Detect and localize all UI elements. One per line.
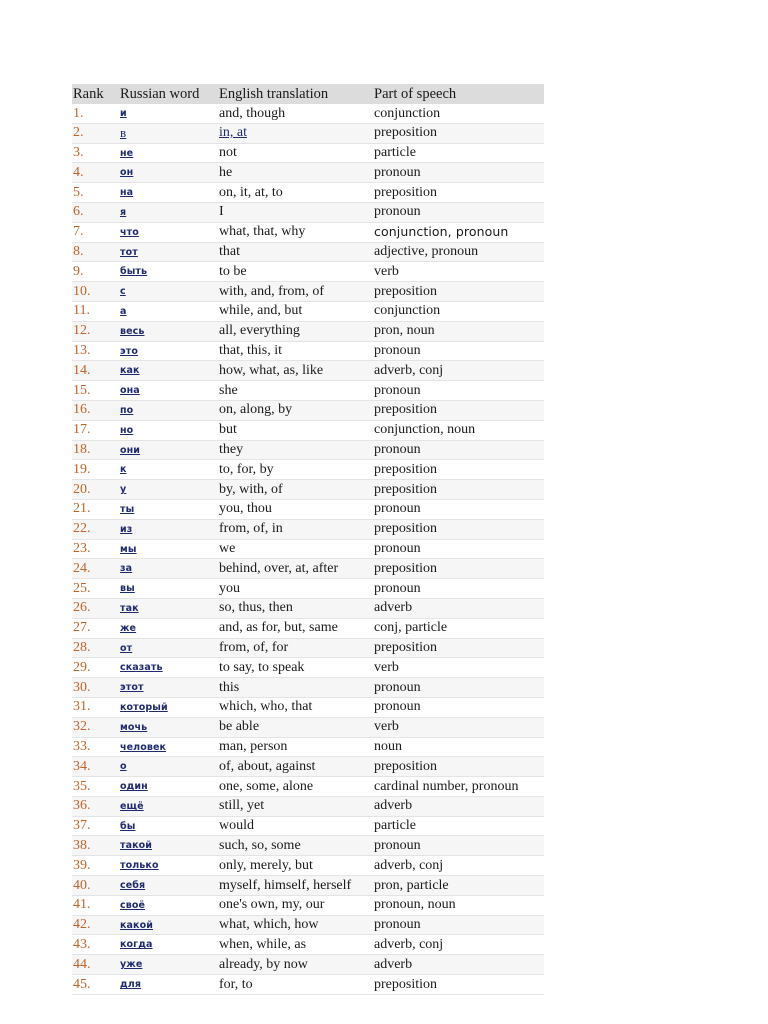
- russian-word-link[interactable]: мы: [120, 543, 137, 555]
- table-row: [72, 440, 544, 460]
- russian-word-cell: [119, 440, 218, 460]
- part-of-speech-cell: preposition: [373, 638, 544, 658]
- english-translation-cell: not: [218, 143, 373, 163]
- rank-cell: 39.: [72, 856, 119, 876]
- english-translation-cell: of, about, against: [218, 757, 373, 777]
- english-translation-cell: so, thus, then: [218, 598, 373, 618]
- table-row: [72, 282, 544, 302]
- part-of-speech-cell: adverb: [373, 598, 544, 618]
- russian-word-cell: [119, 163, 218, 183]
- russian-word-link[interactable]: какой: [120, 919, 153, 931]
- rank-cell: 7.: [72, 222, 119, 242]
- russian-word-cell: [119, 222, 218, 242]
- russian-word-link[interactable]: же: [120, 622, 137, 634]
- russian-word-link[interactable]: из: [120, 523, 133, 535]
- russian-word-link[interactable]: это: [120, 345, 138, 357]
- rank-cell: 1.: [72, 104, 119, 123]
- part-of-speech-cell: adverb: [373, 796, 544, 816]
- rank-cell: 15.: [72, 381, 119, 401]
- english-translation-cell: which, who, that: [218, 697, 373, 717]
- rank-cell: 3.: [72, 143, 119, 163]
- part-of-speech-cell: adverb, conj: [373, 856, 544, 876]
- table-body: [72, 104, 544, 994]
- russian-word-link[interactable]: они: [120, 444, 141, 456]
- english-translation-cell: all, everything: [218, 321, 373, 341]
- table-row: [72, 143, 544, 163]
- russian-word-cell: [119, 697, 218, 717]
- rank-cell: 24.: [72, 559, 119, 579]
- russian-word-cell: [119, 955, 218, 975]
- table-row: [72, 123, 544, 143]
- rank-cell: 28.: [72, 638, 119, 658]
- russian-word-cell: [119, 341, 218, 361]
- russian-word-cell: [119, 559, 218, 579]
- russian-word-link[interactable]: в: [120, 124, 127, 140]
- rank-cell: 41.: [72, 895, 119, 915]
- part-of-speech-cell: pronoun: [373, 381, 544, 401]
- english-translation-cell: [218, 123, 373, 143]
- english-translation-cell: behind, over, at, after: [218, 559, 373, 579]
- rank-cell: 38.: [72, 836, 119, 856]
- table-row: [72, 202, 544, 222]
- russian-word-cell: [119, 104, 218, 123]
- part-of-speech-cell: pronoun: [373, 579, 544, 599]
- russian-word-cell: [119, 579, 218, 599]
- english-translation-cell: that, this, it: [218, 341, 373, 361]
- russian-word-cell: [119, 262, 218, 282]
- part-of-speech-cell: conjunction: [373, 104, 544, 123]
- part-of-speech-cell: adverb, conj: [373, 361, 544, 381]
- rank-cell: 37.: [72, 816, 119, 836]
- english-translation-cell: one's own, my, our: [218, 895, 373, 915]
- russian-word-cell: [119, 183, 218, 203]
- russian-word-cell: [119, 202, 218, 222]
- part-of-speech-cell: verb: [373, 262, 544, 282]
- table-row: [72, 579, 544, 599]
- part-of-speech-cell: verb: [373, 658, 544, 678]
- english-translation-cell: still, yet: [218, 796, 373, 816]
- russian-word-cell: [119, 658, 218, 678]
- frequency-table: [72, 84, 544, 995]
- english-translation-cell: be able: [218, 717, 373, 737]
- rank-cell: 8.: [72, 242, 119, 262]
- table-row: [72, 717, 544, 737]
- russian-word-link[interactable]: я: [120, 206, 127, 218]
- russian-word-link[interactable]: но: [120, 424, 134, 436]
- russian-word-cell: [119, 123, 218, 143]
- table-row: [72, 816, 544, 836]
- rank-cell: 25.: [72, 579, 119, 599]
- russian-word-cell: [119, 420, 218, 440]
- part-of-speech-cell: pron, noun: [373, 321, 544, 341]
- russian-word-cell: [119, 539, 218, 559]
- russian-word-link[interactable]: ты: [120, 503, 135, 515]
- header-russian-word: Russian word: [120, 86, 200, 102]
- table-row: [72, 955, 544, 975]
- russian-word-link[interactable]: этот: [120, 682, 144, 694]
- russian-word-link[interactable]: и: [120, 108, 127, 119]
- russian-word-link[interactable]: что: [120, 226, 139, 238]
- translation-link[interactable]: in, at: [219, 125, 247, 141]
- table-row: [72, 519, 544, 539]
- table-header: [72, 84, 544, 104]
- document-page: [72, 84, 544, 995]
- russian-word-link[interactable]: человек: [120, 741, 167, 753]
- russian-word-link[interactable]: у: [120, 484, 127, 496]
- english-translation-cell: they: [218, 440, 373, 460]
- russian-word-cell: [119, 856, 218, 876]
- part-of-speech-cell: adverb, conj: [373, 935, 544, 955]
- table-row: [72, 381, 544, 401]
- part-of-speech-cell: pronoun: [373, 440, 544, 460]
- russian-word-cell: [119, 935, 218, 955]
- russian-word-link[interactable]: себя: [120, 880, 146, 892]
- part-of-speech-cell: noun: [373, 737, 544, 757]
- table-row: [72, 796, 544, 816]
- russian-word-link[interactable]: тот: [120, 246, 138, 258]
- russian-word-link[interactable]: он: [120, 167, 134, 179]
- part-of-speech-cell: preposition: [373, 519, 544, 539]
- english-translation-cell: such, so, some: [218, 836, 373, 856]
- english-translation-cell: what, that, why: [218, 222, 373, 242]
- rank-cell: 19.: [72, 460, 119, 480]
- rank-cell: 2.: [72, 123, 119, 143]
- table-row: [72, 678, 544, 698]
- russian-word-cell: [119, 598, 218, 618]
- russian-word-link[interactable]: ещё: [120, 800, 144, 812]
- rank-cell: 11.: [72, 301, 119, 321]
- table-row: [72, 301, 544, 321]
- rank-cell: 23.: [72, 539, 119, 559]
- russian-word-link[interactable]: для: [120, 979, 142, 991]
- part-of-speech-cell: pronoun: [373, 539, 544, 559]
- header-english-translation: English translation: [219, 86, 329, 102]
- part-of-speech-cell: verb: [373, 717, 544, 737]
- russian-word-cell: [119, 777, 218, 797]
- english-translation-cell: he: [218, 163, 373, 183]
- russian-word-cell: [119, 301, 218, 321]
- part-of-speech-cell: pronoun: [373, 341, 544, 361]
- russian-word-cell: [119, 321, 218, 341]
- rank-cell: 12.: [72, 321, 119, 341]
- part-of-speech-cell: pronoun: [373, 499, 544, 519]
- russian-word-link[interactable]: как: [120, 365, 140, 377]
- part-of-speech-cell: preposition: [373, 975, 544, 995]
- table-row: [72, 856, 544, 876]
- part-of-speech-cell: cardinal number, pronoun: [373, 777, 544, 797]
- russian-word-cell: [119, 836, 218, 856]
- part-of-speech-cell: preposition: [373, 460, 544, 480]
- table-row: [72, 915, 544, 935]
- part-of-speech-cell: preposition: [373, 757, 544, 777]
- header-part-of-speech: Part of speech: [374, 86, 457, 102]
- russian-word-cell: [119, 975, 218, 995]
- table-row: [72, 638, 544, 658]
- russian-word-link[interactable]: уже: [120, 959, 143, 971]
- russian-word-link[interactable]: вы: [120, 583, 135, 595]
- russian-word-link[interactable]: по: [120, 404, 134, 416]
- rank-cell: 20.: [72, 480, 119, 500]
- part-of-speech-cell: preposition: [373, 183, 544, 203]
- english-translation-cell: while, and, but: [218, 301, 373, 321]
- english-translation-cell: that: [218, 242, 373, 262]
- russian-word-link[interactable]: сказать: [120, 662, 163, 674]
- table-row: [72, 361, 544, 381]
- table-row: [72, 757, 544, 777]
- rank-cell: 35.: [72, 777, 119, 797]
- english-translation-cell: man, person: [218, 737, 373, 757]
- russian-word-link[interactable]: от: [120, 642, 133, 654]
- rank-cell: 14.: [72, 361, 119, 381]
- rank-cell: 30.: [72, 678, 119, 698]
- russian-word-cell: [119, 400, 218, 420]
- russian-word-cell: [119, 915, 218, 935]
- header-row: [72, 84, 544, 104]
- russian-word-cell: [119, 816, 218, 836]
- english-translation-cell: to say, to speak: [218, 658, 373, 678]
- english-translation-cell: myself, himself, herself: [218, 876, 373, 896]
- table-row: [72, 935, 544, 955]
- russian-word-link[interactable]: за: [120, 563, 133, 575]
- table-row: [72, 341, 544, 361]
- english-translation-cell: you, thou: [218, 499, 373, 519]
- english-translation-cell: would: [218, 816, 373, 836]
- russian-word-cell: [119, 480, 218, 500]
- header-rank: Rank: [73, 86, 104, 102]
- russian-word-link[interactable]: она: [120, 385, 140, 397]
- rank-cell: 10.: [72, 282, 119, 302]
- table-row: [72, 499, 544, 519]
- table-row: [72, 400, 544, 420]
- rank-cell: 45.: [72, 975, 119, 995]
- russian-word-cell: [119, 143, 218, 163]
- part-of-speech-cell: preposition: [373, 480, 544, 500]
- table-row: [72, 697, 544, 717]
- part-of-speech-cell: pronoun: [373, 202, 544, 222]
- table-row: [72, 183, 544, 203]
- part-of-speech-cell: pronoun: [373, 163, 544, 183]
- part-of-speech-cell: adverb: [373, 955, 544, 975]
- russian-word-link[interactable]: быть: [120, 266, 148, 278]
- russian-word-cell: [119, 717, 218, 737]
- russian-word-cell: [119, 381, 218, 401]
- part-of-speech-cell: conjunction, noun: [373, 420, 544, 440]
- rank-cell: 5.: [72, 183, 119, 203]
- table-row: [72, 480, 544, 500]
- rank-cell: 31.: [72, 697, 119, 717]
- russian-word-link[interactable]: с: [120, 286, 126, 298]
- table-row: [72, 420, 544, 440]
- table-row: [72, 242, 544, 262]
- rank-cell: 36.: [72, 796, 119, 816]
- russian-word-cell: [119, 282, 218, 302]
- rank-cell: 9.: [72, 262, 119, 282]
- russian-word-cell: [119, 895, 218, 915]
- russian-word-cell: [119, 757, 218, 777]
- rank-cell: 40.: [72, 876, 119, 896]
- part-of-speech-cell: pronoun: [373, 836, 544, 856]
- english-translation-cell: from, of, in: [218, 519, 373, 539]
- english-translation-cell: on, along, by: [218, 400, 373, 420]
- russian-word-link[interactable]: своё: [120, 899, 146, 911]
- part-of-speech-cell: adjective, pronoun: [373, 242, 544, 262]
- part-of-speech-cell: preposition: [373, 559, 544, 579]
- english-translation-cell: and, though: [218, 104, 373, 123]
- russian-word-cell: [119, 737, 218, 757]
- english-translation-cell: you: [218, 579, 373, 599]
- russian-word-cell: [119, 876, 218, 896]
- table-row: [72, 836, 544, 856]
- russian-word-cell: [119, 499, 218, 519]
- english-translation-cell: how, what, as, like: [218, 361, 373, 381]
- rank-cell: 6.: [72, 202, 119, 222]
- table-row: [72, 222, 544, 242]
- table-row: [72, 658, 544, 678]
- english-translation-cell: to be: [218, 262, 373, 282]
- english-translation-cell: on, it, at, to: [218, 183, 373, 203]
- russian-word-link[interactable]: на: [120, 187, 134, 199]
- english-translation-cell: already, by now: [218, 955, 373, 975]
- english-translation-cell: I: [218, 202, 373, 222]
- part-of-speech-cell: pronoun, noun: [373, 895, 544, 915]
- english-translation-cell: and, as for, but, same: [218, 618, 373, 638]
- russian-word-cell: [119, 519, 218, 539]
- russian-word-link[interactable]: который: [120, 701, 168, 713]
- table-row: [72, 975, 544, 995]
- table-row: [72, 876, 544, 896]
- rank-cell: 44.: [72, 955, 119, 975]
- part-of-speech-cell: preposition: [373, 282, 544, 302]
- rank-cell: 22.: [72, 519, 119, 539]
- english-translation-cell: this: [218, 678, 373, 698]
- table-row: [72, 737, 544, 757]
- english-translation-cell: only, merely, but: [218, 856, 373, 876]
- part-of-speech-cell: conj, particle: [373, 618, 544, 638]
- russian-word-cell: [119, 618, 218, 638]
- rank-cell: 17.: [72, 420, 119, 440]
- english-translation-cell: what, which, how: [218, 915, 373, 935]
- part-of-speech-cell: preposition: [373, 400, 544, 420]
- part-of-speech-cell: pronoun: [373, 697, 544, 717]
- russian-word-link[interactable]: когда: [120, 939, 153, 951]
- russian-word-cell: [119, 638, 218, 658]
- part-of-speech-cell: [373, 222, 544, 242]
- english-translation-cell: with, and, from, of: [218, 282, 373, 302]
- russian-word-cell: [119, 242, 218, 262]
- table-row: [72, 321, 544, 341]
- russian-word-link[interactable]: мочь: [120, 721, 148, 733]
- rank-cell: 13.: [72, 341, 119, 361]
- rank-cell: 32.: [72, 717, 119, 737]
- rank-cell: 21.: [72, 499, 119, 519]
- rank-cell: 16.: [72, 400, 119, 420]
- english-translation-cell: but: [218, 420, 373, 440]
- russian-word-cell: [119, 796, 218, 816]
- rank-cell: 42.: [72, 915, 119, 935]
- rank-cell: 4.: [72, 163, 119, 183]
- rank-cell: 34.: [72, 757, 119, 777]
- english-translation-cell: when, while, as: [218, 935, 373, 955]
- russian-word-link[interactable]: о: [120, 761, 127, 773]
- russian-word-link[interactable]: один: [120, 781, 148, 793]
- english-translation-cell: by, with, of: [218, 480, 373, 500]
- table-row: [72, 895, 544, 915]
- rank-cell: 27.: [72, 618, 119, 638]
- russian-word-link[interactable]: такой: [120, 840, 153, 852]
- russian-word-link[interactable]: весь: [120, 325, 145, 337]
- russian-word-link[interactable]: не: [120, 147, 134, 159]
- rank-cell: 26.: [72, 598, 119, 618]
- table-row: [72, 618, 544, 638]
- part-of-speech-cell: particle: [373, 816, 544, 836]
- english-translation-cell: for, to: [218, 975, 373, 995]
- english-translation-cell: she: [218, 381, 373, 401]
- english-translation-cell: one, some, alone: [218, 777, 373, 797]
- part-of-speech-text: conjunction, pronoun: [374, 223, 509, 239]
- russian-word-cell: [119, 678, 218, 698]
- part-of-speech-cell: pron, particle: [373, 876, 544, 896]
- table-row: [72, 559, 544, 579]
- table-row: [72, 163, 544, 183]
- part-of-speech-cell: pronoun: [373, 915, 544, 935]
- table-row: [72, 262, 544, 282]
- russian-word-link[interactable]: а: [120, 305, 127, 317]
- english-translation-cell: to, for, by: [218, 460, 373, 480]
- russian-word-link[interactable]: только: [120, 860, 159, 872]
- part-of-speech-cell: conjunction: [373, 301, 544, 321]
- rank-cell: 18.: [72, 440, 119, 460]
- russian-word-link[interactable]: к: [120, 464, 127, 476]
- table-row: [72, 460, 544, 480]
- table-row: [72, 104, 544, 123]
- table-row: [72, 777, 544, 797]
- part-of-speech-cell: particle: [373, 143, 544, 163]
- russian-word-cell: [119, 361, 218, 381]
- russian-word-link[interactable]: бы: [120, 820, 136, 832]
- russian-word-cell: [119, 460, 218, 480]
- english-translation-cell: from, of, for: [218, 638, 373, 658]
- table-row: [72, 539, 544, 559]
- table-row: [72, 598, 544, 618]
- rank-cell: 29.: [72, 658, 119, 678]
- part-of-speech-cell: preposition: [373, 123, 544, 143]
- part-of-speech-cell: pronoun: [373, 678, 544, 698]
- rank-cell: 43.: [72, 935, 119, 955]
- rank-cell: 33.: [72, 737, 119, 757]
- english-translation-cell: we: [218, 539, 373, 559]
- russian-word-link[interactable]: так: [120, 602, 139, 614]
